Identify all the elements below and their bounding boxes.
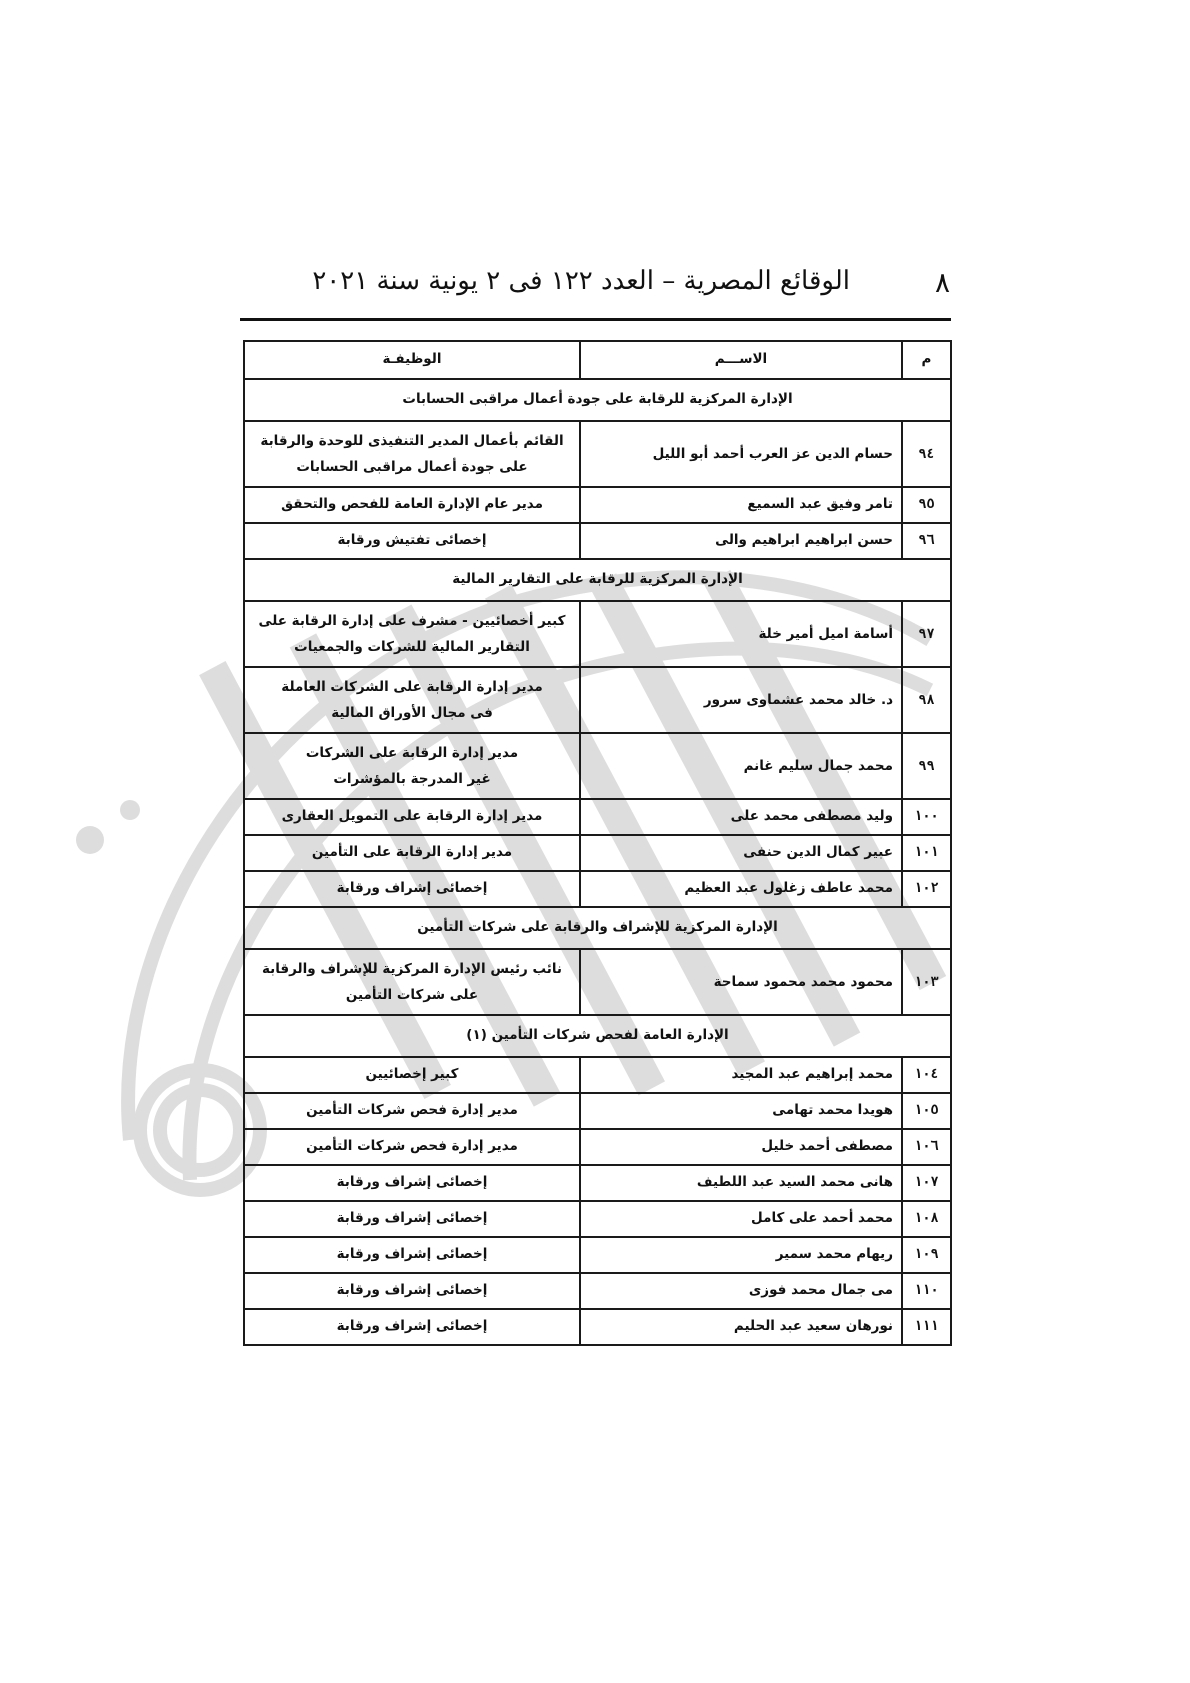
job-title-line: مدير إدارة فحص شركات التأمين: [306, 1138, 518, 1155]
job-title-cell: [244, 1237, 580, 1273]
job-title-line: مدير عام الإدارة العامة للفحص والتحقق: [281, 496, 543, 513]
table-row: [244, 1129, 951, 1165]
section-row: [244, 559, 951, 601]
employee-name: أسامة اميل أمير خلة: [580, 601, 902, 667]
job-title-line: مدير إدارة الرقابة على التأمين: [311, 844, 513, 861]
staff-table: [243, 340, 952, 1346]
column-header-number: م: [902, 341, 951, 379]
job-title-cell: [244, 733, 580, 799]
job-title-line: إخصائى إشراف ورقابة: [336, 1318, 488, 1335]
table-row: [244, 1237, 951, 1273]
employee-name: مى جمال محمد فوزى: [580, 1273, 902, 1309]
job-title-cell: [244, 667, 580, 733]
table-row: [244, 1201, 951, 1237]
row-number: ١٠٧: [902, 1165, 951, 1201]
job-title-cell: [244, 835, 580, 871]
employee-name: محمد جمال سليم غانم: [580, 733, 902, 799]
column-header-name: الاســـم: [580, 341, 902, 379]
row-number: ١٠٣: [902, 949, 951, 1015]
row-number: ٩٨: [902, 667, 951, 733]
table-row: [244, 1057, 951, 1093]
table-row: [244, 601, 951, 667]
table-row: [244, 799, 951, 835]
job-title-line: إخصائى إشراف ورقابة: [336, 1246, 488, 1263]
job-title-line: إخصائى تفتيش ورقابة: [337, 532, 487, 549]
table-row: [244, 667, 951, 733]
section-title: الإدارة العامة لفحص شركات التأمين (١): [244, 1015, 951, 1057]
row-number: ١٠٥: [902, 1093, 951, 1129]
job-title-line: إخصائى إشراف ورقابة: [336, 880, 488, 897]
column-header-job: الوظيفـة: [244, 341, 580, 379]
employee-name: نورهان سعيد عبد الحليم: [580, 1309, 902, 1345]
row-number: ١٠١: [902, 835, 951, 871]
employee-name: محمد أحمد على كامل: [580, 1201, 902, 1237]
job-title-line: على شركات التأمين: [345, 987, 479, 1003]
row-number: ١٠٤: [902, 1057, 951, 1093]
job-title-cell: [244, 1165, 580, 1201]
job-title-cell: [244, 1057, 580, 1093]
job-title-cell: [244, 487, 580, 523]
job-title-cell: [244, 871, 580, 907]
employee-name: د. خالد محمد عشماوى سرور: [580, 667, 902, 733]
gazette-title: الوقائع المصرية – العدد ١٢٢ فى ٢ يونية سنة ٢٠٢١: [312, 266, 850, 296]
row-number: ٩٧: [902, 601, 951, 667]
row-number: ١٠٢: [902, 871, 951, 907]
job-title-cell: [244, 601, 580, 667]
page-header: [240, 266, 950, 306]
row-number: ١٠٩: [902, 1237, 951, 1273]
employee-name: محمد عاطف زغلول عبد العظيم: [580, 871, 902, 907]
job-title-line: مدير إدارة الرقابة على الشركات: [305, 744, 519, 761]
job-title-line: كبير إخصائيين: [365, 1066, 459, 1083]
section-title: الإدارة المركزية للإشراف والرقابة على شركات التأمين: [244, 907, 951, 949]
job-title-cell: [244, 1201, 580, 1237]
job-title-line: غير المدرجة بالمؤشرات: [333, 771, 491, 787]
employee-name: ريهام محمد سمير: [580, 1237, 902, 1273]
job-title-line: فى مجال الأوراق المالية: [331, 705, 493, 721]
employee-name: عبير كمال الدين حنفى: [580, 835, 902, 871]
employee-name: تامر وفيق عبد السميع: [580, 487, 902, 523]
job-title-cell: [244, 1093, 580, 1129]
job-title-cell: [244, 1129, 580, 1165]
employee-name: هويدا محمد تهامى: [580, 1093, 902, 1129]
row-number: ٩٥: [902, 487, 951, 523]
row-number: ١٠٦: [902, 1129, 951, 1165]
job-title-line: نائب رئيس الإدارة المركزية للإشراف والرقابة: [261, 960, 562, 977]
job-title-line: كبير أخصائيين - مشرف على إدارة الرقابة على: [258, 612, 566, 629]
employee-name: مصطفى أحمد خليل: [580, 1129, 902, 1165]
row-number: ٩٤: [902, 421, 951, 487]
employee-name: محمد إبراهيم عبد المجيد: [580, 1057, 902, 1093]
employee-name: حسام الدين عز العرب أحمد أبو الليل: [580, 421, 902, 487]
employee-name: محمود محمد محمود سماحة: [580, 949, 902, 1015]
job-title-cell: [244, 1273, 580, 1309]
job-title-line: القائم بأعمال المدير التنفيذى للوحدة والرقابة: [260, 432, 564, 449]
job-title-cell: [244, 1309, 580, 1345]
row-number: ١١٠: [902, 1273, 951, 1309]
row-number: ١٠٠: [902, 799, 951, 835]
job-title-line: مدير إدارة فحص شركات التأمين: [306, 1102, 518, 1119]
table-row: [244, 871, 951, 907]
table-row: [244, 1273, 951, 1309]
page-number: ٨: [934, 266, 950, 299]
table-row: [244, 733, 951, 799]
table-row: [244, 835, 951, 871]
table-row: [244, 949, 951, 1015]
job-title-cell: [244, 799, 580, 835]
row-number: ٩٦: [902, 523, 951, 559]
section-title: الإدارة المركزية للرقابة على التقارير المالية: [244, 559, 951, 601]
job-title-line: على جودة أعمال مراقبى الحسابات: [296, 459, 528, 475]
table-row: [244, 523, 951, 559]
job-title-line: مدير إدارة الرقابة على الشركات العاملة: [281, 678, 543, 695]
job-title-cell: [244, 421, 580, 487]
section-row: [244, 907, 951, 949]
table-body: [244, 379, 951, 1345]
job-title-line: إخصائى إشراف ورقابة: [336, 1282, 488, 1299]
row-number: ٩٩: [902, 733, 951, 799]
table-row: [244, 1165, 951, 1201]
table-header-row: [244, 341, 951, 379]
section-row: [244, 379, 951, 421]
table-row: [244, 487, 951, 523]
table-row: [244, 1309, 951, 1345]
section-row: [244, 1015, 951, 1057]
job-title-line: إخصائى إشراف ورقابة: [336, 1174, 488, 1191]
employee-name: وليد مصطفى محمد على: [580, 799, 902, 835]
job-title-cell: [244, 523, 580, 559]
job-title-line: التقارير المالية للشركات والجمعيات: [294, 639, 530, 655]
section-title: الإدارة المركزية للرقابة على جودة أعمال مراقبى الحسابات: [244, 379, 951, 421]
row-number: ١٠٨: [902, 1201, 951, 1237]
employee-name: حسن ابراهيم ابراهيم والى: [580, 523, 902, 559]
table-row: [244, 421, 951, 487]
job-title-line: مدير إدارة الرقابة على التمويل العقارى: [281, 808, 543, 825]
job-title-cell: [244, 949, 580, 1015]
table-row: [244, 1093, 951, 1129]
job-title-line: إخصائى إشراف ورقابة: [336, 1210, 488, 1227]
header-divider: [240, 318, 951, 321]
employee-name: هانى محمد السيد عبد اللطيف: [580, 1165, 902, 1201]
row-number: ١١١: [902, 1309, 951, 1345]
